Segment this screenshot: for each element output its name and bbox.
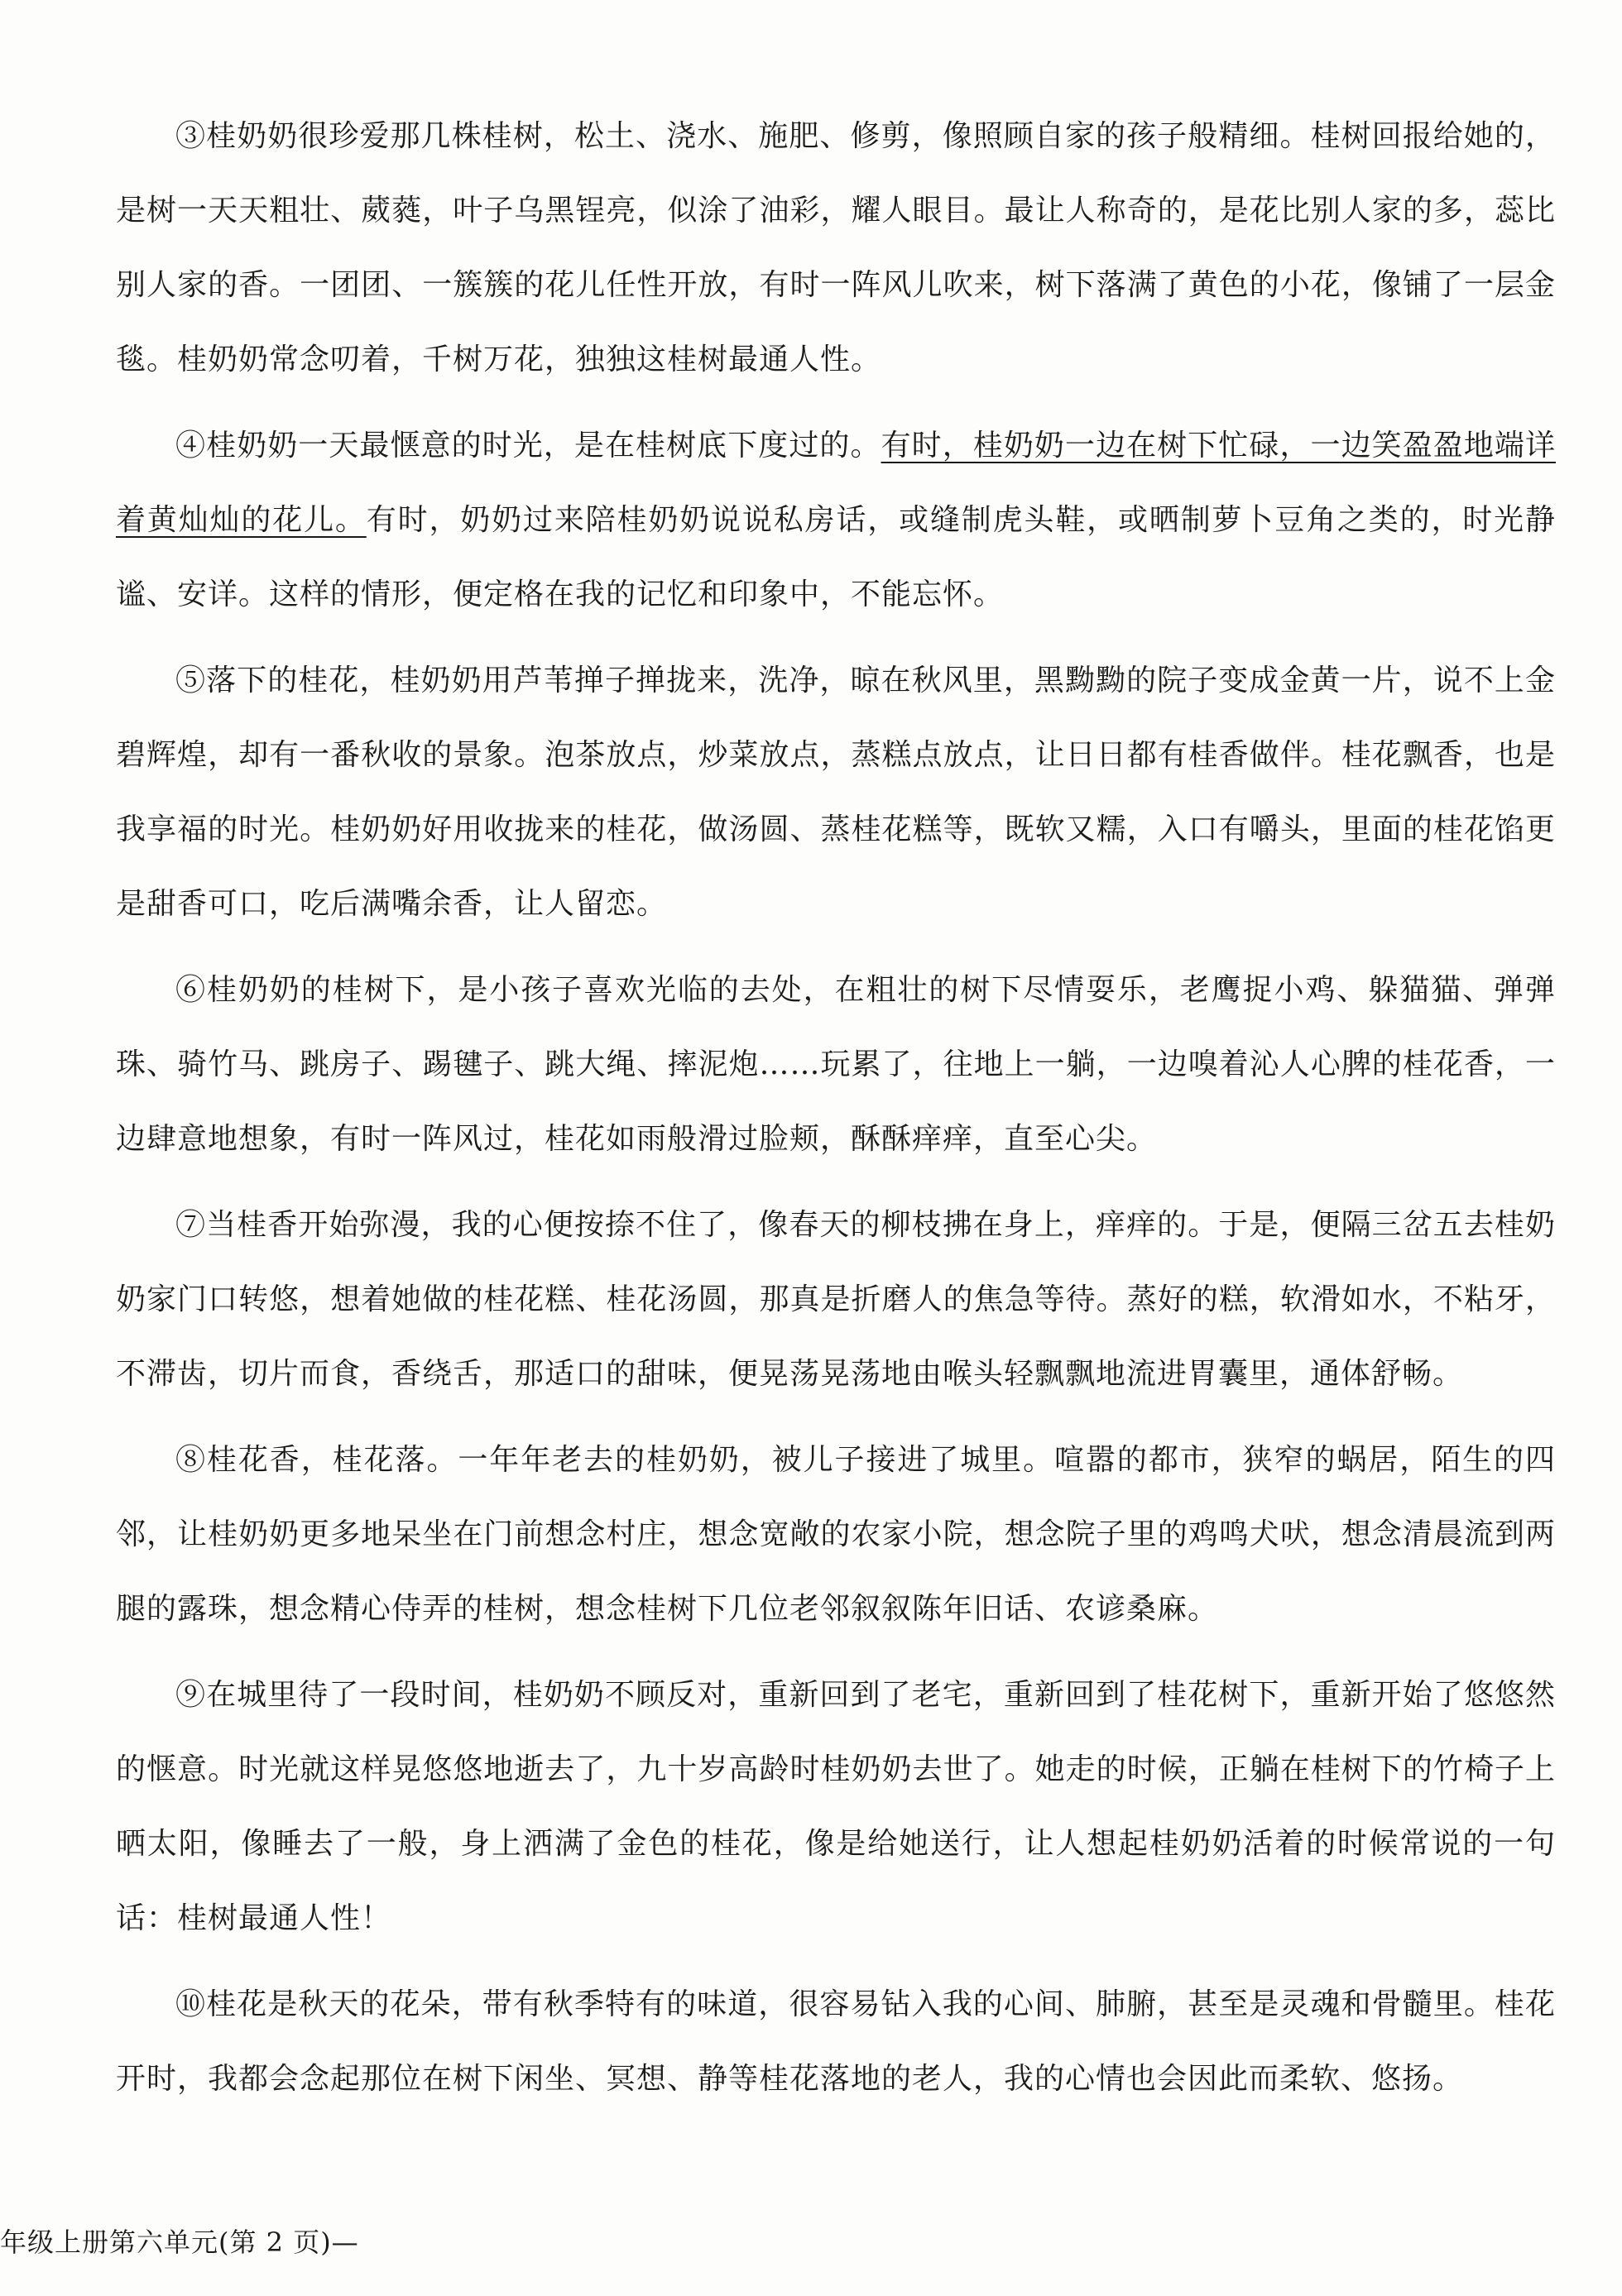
paragraph-5: ⑤落下的桂花，桂奶奶用芦苇掸子掸拢来，洗净，晾在秋风里，黑黝黝的院子变成金黄一片，说不上金碧辉煌，却有一番秋收的景象。泡茶放点，炒菜放点，蒸糕点放点，让日日都有桂香做伴。桂花飘香，也是我享福的时光。桂奶奶好用收拢来的桂花，做汤圆、蒸桂花糕等，既软又糯，入口有嚼头，里面的桂花馅更是甜香可口，吃后满嘴余香，让人留恋。 — [116, 664, 1556, 921]
paragraph-4-intro: ④桂奶奶一天最惬意的时光，是在桂树底下度过的。 — [175, 429, 881, 463]
paragraph-4 — [116, 409, 1556, 632]
paragraph-6: ⑥桂奶奶的桂树下，是小孩子喜欢光临的去处，在粗壮的树下尽情耍乐，老鹰捉小鸡、躲猫猫、弹弹珠、骑竹马、跳房子、踢毽子、跳大绳、摔泥炮……玩累了，往地上一躺，一边嗅着沁人心脾的桂花香，一边肆意地想象，有时一阵风过，桂花如雨般滑过脸颊，酥酥痒痒，直至心尖。 — [116, 973, 1556, 1156]
page-footer: 年级上册第六单元(第 2 页)— — [0, 2226, 359, 2258]
article-body — [116, 99, 1556, 2128]
paragraph-7: ⑦当桂香开始弥漫，我的心便按捺不住了，像春天的柳枝拂在身上，痒痒的。于是，便隔三岔五去桂奶奶家门口转悠，想着她做的桂花糕、桂花汤圆，那真是折磨人的焦急等待。蒸好的糕，软滑如水，不粘牙，不滞齿，切片而食，香绕舌，那适口的甜味，便晃荡晃荡地由喉头轻飘飘地流进胃囊里，通体舒畅。 — [116, 1208, 1556, 1391]
paragraph-3: ③桂奶奶很珍爱那几株桂树，松土、浇水、施肥、修剪，像照顾自家的孩子般精细。桂树回报给她的，是树一天天粗壮、葳蕤，叶子乌黑锃亮，似涂了油彩，耀人眼目。最让人称奇的，是花比别人家的多，蕊比别人家的香。一团团、一簇簇的花儿任性开放，有时一阵风儿吹来，树下落满了黄色的小花，像铺了一层金毯。桂奶奶常念叨着，千树万花，独独这桂树最通人性。 — [116, 119, 1556, 376]
paragraph-10: ⑩桂花是秋天的花朵，带有秋季特有的味道，很容易钻入我的心间、肺腑，甚至是灵魂和骨髓里。桂花开时，我都会念起那位在树下闲坐、冥想、静等桂花落地的老人，我的心情也会因此而柔软、悠扬。 — [116, 1987, 1556, 2096]
paragraph-9: ⑨在城里待了一段时间，桂奶奶不顾反对，重新回到了老宅，重新回到了桂花树下，重新开始了悠悠然的惬意。时光就这样晃悠悠地逝去了，九十岁高龄时桂奶奶去世了。她走的时候，正躺在桂树下的竹椅子上晒太阳，像睡去了一般，身上洒满了金色的桂花，像是给她送行，让人想起桂奶奶活着的时候常说的一句话：桂树最通人性！ — [116, 1678, 1556, 1935]
paragraph-4-rest: 有时，奶奶过来陪桂奶奶说说私房话，或缝制虎头鞋，或晒制萝卜豆角之类的，时光静谧、安详。这样的情形，便定格在我的记忆和印象中，不能忘怀。 — [116, 503, 1556, 611]
underlined-sentence: 有时，桂奶奶一边在树下忙碌，一边笑盈盈地端详着黄灿灿的花儿。 — [116, 429, 1556, 537]
paragraph-8: ⑧桂花香，桂花落。一年年老去的桂奶奶，被儿子接进了城里。喧嚣的都市，狭窄的蜗居，陌生的四邻，让桂奶奶更多地呆坐在门前想念村庄，想念宽敞的农家小院，想念院子里的鸡鸣犬吠，想念清晨流到两腿的露珠，想念精心侍弄的桂树，想念桂树下几位老邻叙叙陈年旧话、农谚桑麻。 — [116, 1443, 1556, 1626]
